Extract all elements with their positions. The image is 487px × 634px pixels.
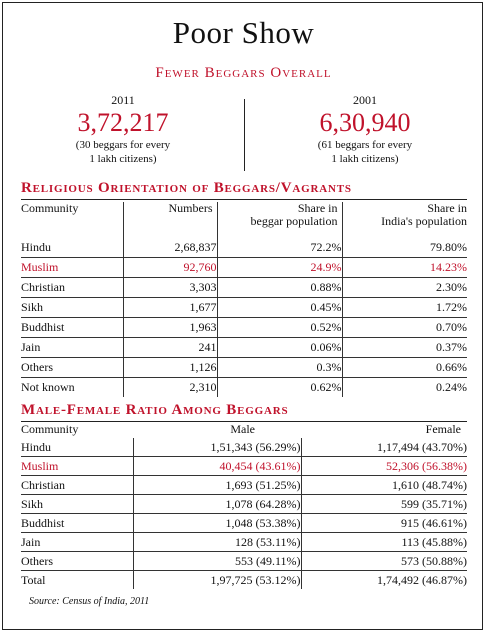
table-row: Jain 128 (53.11%) 113 (45.88%)	[21, 533, 467, 552]
religion-table	[21, 202, 467, 397]
table-row: Buddhist 1,963 0.52% 0.70%	[21, 318, 467, 338]
table-row: Hindu 2,68,837 72.2% 79.80%	[21, 238, 467, 258]
table-row: Not known 2,310 0.62% 0.24%	[21, 378, 467, 398]
table-row: Others 553 (49.11%) 573 (50.88%)	[21, 552, 467, 571]
subtitle: Fewer Beggars Overall	[155, 65, 332, 81]
gender-section-heading: Male-Female Ratio Among Beggars	[21, 402, 289, 418]
col-header-numbers: Numbers	[123, 202, 217, 238]
source-note: Source: Census of India, 2011	[29, 596, 150, 607]
religion-section-heading: Religious Orientation of Beggars/Vagrants	[21, 180, 352, 196]
col-header-community: Community	[21, 201, 79, 215]
page-title: Poor Show	[172, 15, 315, 50]
table-row: Jain 241 0.06% 0.37%	[21, 338, 467, 358]
rate-note-line2: 1 lakh citizens)	[89, 153, 157, 165]
religion-heading-rule	[21, 199, 467, 200]
table-row-highlight: Muslim 92,760 24.9% 14.23%	[21, 258, 467, 278]
col-header-community: Community	[21, 422, 79, 436]
table-row: Sikh 1,677 0.45% 1.72%	[21, 298, 467, 318]
table-row: Christian 3,303 0.88% 2.30%	[21, 278, 467, 298]
table-row-highlight: Muslim 40,454 (43.61%) 52,306 (56.38%)	[21, 457, 467, 476]
year-block-2001	[265, 93, 465, 166]
rate-note-line1: (61 beggars for every	[317, 139, 413, 151]
table-row: Others 1,126 0.3% 0.66%	[21, 358, 467, 378]
col-header-share-beggar: Share in beggar population	[217, 202, 342, 238]
year-block-2011	[23, 93, 223, 166]
table-row: Christian 1,693 (51.25%) 1,610 (48.74%)	[21, 476, 467, 495]
year-label: 2011	[111, 93, 135, 107]
col-header-share-india: Share in India's population	[342, 202, 467, 238]
table-row: Buddhist 1,048 (53.38%) 915 (46.61%)	[21, 514, 467, 533]
religion-table-header	[21, 202, 467, 238]
col-header-male: Male	[230, 422, 255, 436]
year-divider	[244, 99, 245, 171]
rate-note-line1: (30 beggars for every	[75, 139, 171, 151]
table-row: Hindu 1,51,343 (56.29%) 1,17,494 (43.70%)	[21, 438, 467, 457]
gender-table-header	[21, 422, 467, 438]
gender-ratio-table	[21, 422, 467, 589]
year-label: 2001	[353, 93, 377, 107]
rate-note-line2: 1 lakh citizens)	[331, 153, 399, 165]
table-row: Sikh 1,078 (64.28%) 599 (35.71%)	[21, 495, 467, 514]
infographic-frame	[2, 2, 483, 630]
table-row-total: Total 1,97,725 (53.12%) 1,74,492 (46.87%)	[21, 571, 467, 590]
col-header-female: Female	[425, 422, 461, 436]
beggar-count: 6,30,940	[319, 108, 411, 137]
beggar-count: 3,72,217	[77, 108, 169, 137]
